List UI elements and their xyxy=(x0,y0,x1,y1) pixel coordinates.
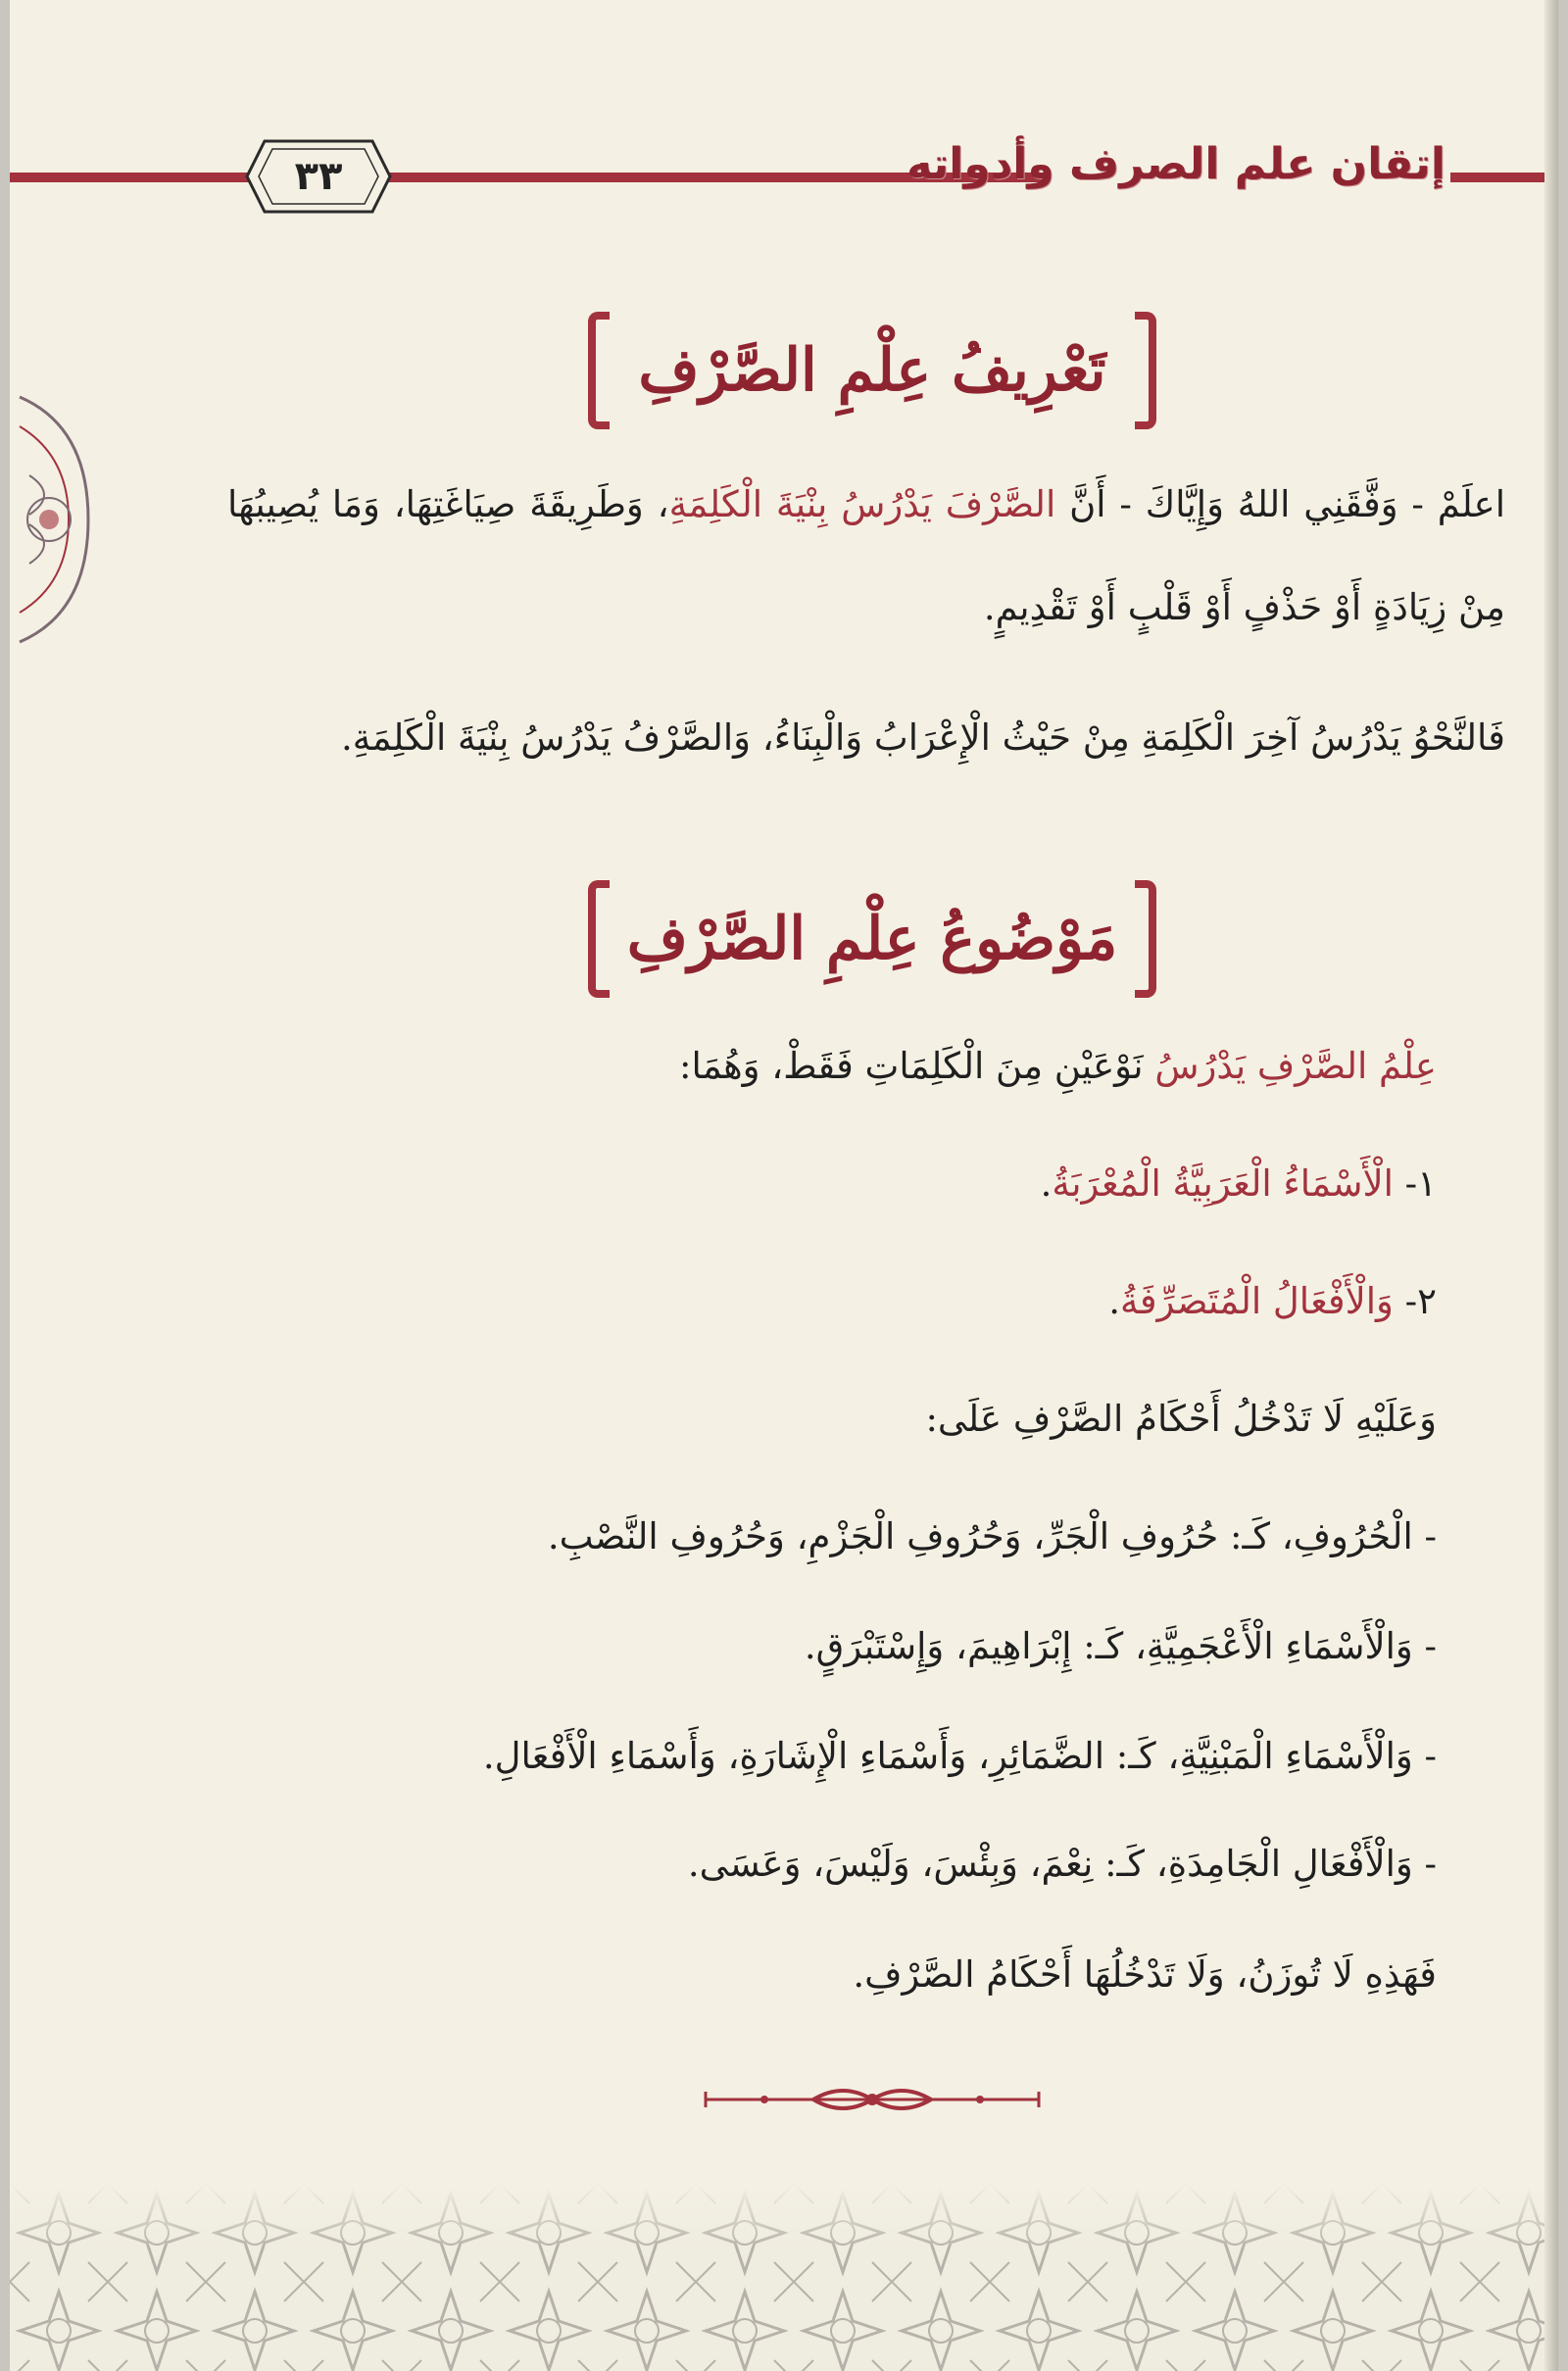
book-page xyxy=(10,0,1558,2371)
footer-geometric-pattern-icon xyxy=(10,2184,1558,2371)
divider-ornament-icon xyxy=(696,2080,1049,2119)
bullet-item: - الْحُرُوفِ، كَـ: حُرُوفِ الْجَرِّ، وَحُرُوفِ الْجَزْمِ، وَحُرُوفِ النَّصْبِ. xyxy=(547,1515,1437,1557)
page-edge-shadow xyxy=(1544,0,1558,2371)
heading-bracket-right xyxy=(1135,312,1156,429)
punctuation: . xyxy=(1040,1162,1053,1205)
highlighted-phrase: الْأَسْمَاءُ الْعَرَبِيَّةُ الْمُعْرَبَةُ xyxy=(1052,1162,1394,1205)
section-heading-definition xyxy=(588,312,1156,429)
highlighted-phrase: عِلْمُ الصَّرْفِ يَدْرُسُ xyxy=(1154,1045,1437,1087)
paragraph-text: اعلَمْ - وَفَّقَنِي اللهُ وَإِيَّاكَ - أَنَّ xyxy=(1055,483,1506,525)
subject-intro-line xyxy=(157,1037,1437,1096)
closing-line: فَهَذِهِ لَا تُوزَنُ، وَلَا تَدْخُلُهَا أَحْكَامُ الصَّرْفِ. xyxy=(853,1953,1437,1996)
highlighted-phrase: وَالْأَفْعَالُ الْمُتَصَرِّفَةُ xyxy=(1120,1280,1394,1322)
bullet-item: - وَالْأَفْعَالِ الْجَامِدَةِ، كَـ: نِعْمَ، وَبِئْسَ، وَلَيْسَ، وَعَسَى. xyxy=(687,1843,1437,1885)
page-number: ٣٣ xyxy=(294,154,343,199)
heading-text: مَوْضُوعُ عِلْمِ الصَّرْفِ xyxy=(626,905,1118,973)
bullet-item: - وَالْأَسْمَاءِ الْمَبْنِيَّةِ، كَـ: الضَّمَائِرِ، وَأَسْمَاءِ الْإِشَارَةِ، وَأَسْمَاءِ الْأَفْعَالِ. xyxy=(482,1735,1437,1777)
exclusion-lead-line: وَعَلَيْهِ لَا تَدْخُلُ أَحْكَامُ الصَّرْفِ عَلَى: xyxy=(925,1398,1437,1440)
heading-bracket-right xyxy=(1135,880,1156,998)
section-heading-subject xyxy=(588,880,1156,998)
punctuation: . xyxy=(1108,1280,1121,1322)
bullet-item: - وَالْأَسْمَاءِ الْأَعْجَمِيَّةِ، كَـ: إِبْرَاهِيمَ، وَإِسْتَبْرَقٍ. xyxy=(804,1625,1437,1667)
heading-bracket-left xyxy=(588,880,610,998)
heading-text: تَعْرِيفُ عِلْمِ الصَّرْفِ xyxy=(638,336,1106,405)
list-item xyxy=(157,1155,1437,1213)
paragraph-text: ، وَطَرِيقَةَ صِيَاغَتِهَا، وَمَا يُصِيبُهَا مِنْ زِيَادَةٍ أَوْ حَذْفٍ أَوْ قَلْبٍ أَوْ تَقْدِيمٍ. xyxy=(227,483,1505,628)
highlighted-phrase: الصَّرْفَ يَدْرُسُ بِنْيَةَ الْكَلِمَةِ xyxy=(668,483,1056,525)
list-item xyxy=(157,1272,1437,1331)
heading-bracket-left xyxy=(588,312,610,429)
comparison-paragraph: فَالنَّحْوُ يَدْرُسُ آخِرَ الْكَلِمَةِ مِنْ حَيْثُ الْإِعْرَابُ وَالْبِنَاءُ، وَالصَّرْفُ يَدْرُسُ بِنْيَةَ الْكَلِمَةِ. xyxy=(341,716,1505,759)
side-arabesque-ornament-icon xyxy=(20,387,108,652)
list-number: ١- xyxy=(1393,1162,1437,1205)
header-rule-left xyxy=(10,173,255,182)
list-number: ٢- xyxy=(1393,1280,1437,1322)
running-book-title: إتقان علم الصرف وأدواته xyxy=(906,139,1446,189)
paragraph-text: نَوْعَيْنِ مِنَ الْكَلِمَاتِ فَقَطْ، وَهُمَا: xyxy=(679,1045,1155,1087)
header-rule-right xyxy=(1450,173,1544,182)
definition-paragraph xyxy=(227,453,1505,659)
